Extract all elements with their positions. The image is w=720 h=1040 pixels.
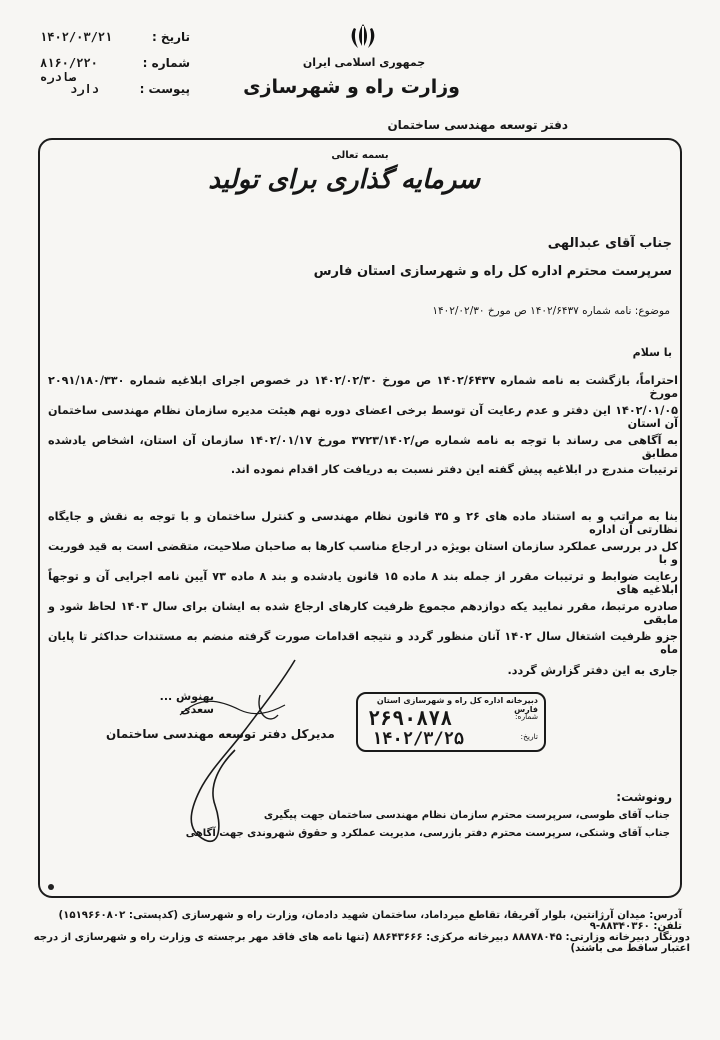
signatory-title: مدیرکل دفتر توسعه مهندسی ساختمان xyxy=(106,727,335,741)
basmala: بسمه تعالی xyxy=(331,150,389,161)
date-value: ۱۴۰۲/۰۳/۲۱ xyxy=(40,30,113,44)
year-slogan: سرمایه گذاری برای تولید xyxy=(208,165,480,195)
paragraph-2-line-4: صادره مرتبط، مقرر نمایید یکه دوازدهم مجموع ظرفیت کارهای ارجاع شده به ایشان برای سال ۱۴۰۳ لحاظ شود و مابقی xyxy=(48,600,678,626)
page-mark xyxy=(48,884,54,890)
number-value: ۸۱۶۰/۲۲۰ صادره xyxy=(40,56,98,84)
paragraph-1-line-3: به آگاهی می رساند با توجه به نامه شماره ص/۳۷۲۳/۱۴۰۲ مورخ ۱۴۰۲/۰۱/۱۷ سازمان آن استان، اشخاص یادشده مطابق xyxy=(48,434,678,460)
paragraph-2-line-6: جاری به این دفتر گزارش گردد. xyxy=(507,664,678,677)
office-name: دفتر توسعه مهندسی ساختمان xyxy=(387,118,568,132)
addressee-name: جناب آقای عبدالهی xyxy=(547,236,672,251)
footer-contact: دورنگار دبیرخانه وزارتی: ۸۸۸۷۸۰۴۵ دبیرخانه مرکزی: ۸۸۶۴۳۶۶۶ (تنها نامه های فاقد مهر برجسته ی وزارت راه و شهرسازی از درجه اعتبار ساقط می باشند) xyxy=(33,932,690,954)
attachment-row xyxy=(40,82,190,102)
iran-emblem-icon xyxy=(346,22,380,52)
addressee-title: سرپرست محترم اداره کل راه و شهرسازی استان فارس xyxy=(313,264,672,279)
date-row xyxy=(40,30,190,50)
ministry-name: وزارت راه و شهرسازی xyxy=(243,76,460,98)
number-label: شماره : xyxy=(142,56,190,70)
greeting: با سلام xyxy=(632,346,672,359)
signatory-name: بهنوش ... سعدی xyxy=(159,690,214,716)
attachment-label: پیوست : xyxy=(139,82,190,96)
stamp-date-label: تاریخ: xyxy=(520,732,538,741)
paragraph-1-line-2: ۱۴۰۲/۰۱/۰۵ این دفتر و عدم رعایت آن توسط برخی اعضای دوره نهم هیئت مدیره سازمان نظام مهندسی ساختمان آن استان xyxy=(48,404,678,430)
paragraph-1-line-4: ترتیبات مندرج در ابلاغیه پیش گفته این دفتر نسبت به دریافت کار اقدام نموده اند. xyxy=(230,463,678,476)
stamp-label: دبیرخانه اداره کل راه و شهرسازی استان فارس xyxy=(376,696,538,714)
number-row xyxy=(40,56,190,84)
paragraph-2-line-3: رعایت ضوابط و ترتیبات مقرر از جمله بند ۸ ماده ۱۵ قانون یادشده و بند ۸ ماده ۷۳ آیین نامه اجرایی آن و توجهاً ابلاغیه های xyxy=(48,570,678,596)
cc-item-2: جناب آقای وشنکی، سرپرست محترم دفتر بازرسی، مدیریت عملکرد و حقوق شهروندی جهت آگاهی xyxy=(185,828,670,839)
subject-line: موضوع: نامه شماره ۱۴۰۲/۶۴۳۷ ص مورخ ۱۴۰۲/۰۲/۳۰ xyxy=(432,305,670,317)
date-label: تاریخ : xyxy=(151,30,190,44)
paragraph-1-line-1: احتراماً، بازگشت به نامه شماره ۱۴۰۲/۶۴۳۷ ص مورخ ۱۴۰۲/۰۲/۳۰ در خصوص اجرای ابلاغیه شماره ۲۰۹۱/۱۸۰/۳۳۰ مورخ xyxy=(48,374,679,400)
paragraph-2-line-2: کل در بررسی عملکرد سازمان استان بویژه در ارجاع مناسب کارها به صاحبان صلاحیت، متقضی است به قید فوریت و با xyxy=(48,540,678,566)
cc-label: رونوشت: xyxy=(616,790,672,804)
paragraph-2-line-1: بنا به مراتب و به استناد ماده های ۲۶ و ۳۵ قانون نظام مهندسی و کنترل ساختمان و با توجه به نقش و جایگاه نظارتی آن اداره xyxy=(48,510,678,536)
registry-stamp xyxy=(356,692,546,752)
cc-item-1: جناب آقای طوسی، سرپرست محترم سازمان نظام مهندسی ساختمان جهت پیگیری xyxy=(263,810,670,821)
attachment-value: دارد xyxy=(70,82,99,96)
stamp-number-label: شماره: xyxy=(515,712,538,721)
stamp-number: ۲۶۹۰۸۷۸ xyxy=(368,706,453,730)
government-name: جمهوری اسلامی ایران xyxy=(302,56,426,69)
footer-address: آدرس: میدان آرژانتین، بلوار آفریقا، تقاطع میرداماد، ساختمان شهید دادمان، وزارت راه و شهرسازی (کدپستی: ۱۵۱۹۶۶۰۸۰۲) تلفن: ۸۸۳۴۰۳۶۰-۹ xyxy=(58,910,682,932)
paragraph-2-line-5: جزو ظرفیت اشتغال سال ۱۴۰۲ آنان منظور گردد و نتیجه اقدامات صورت گرفته منضم به مستندات حداکثر تا پایان ماه xyxy=(48,630,678,656)
stamp-date: ۱۴۰۲/۳/۲۵ xyxy=(372,729,465,749)
